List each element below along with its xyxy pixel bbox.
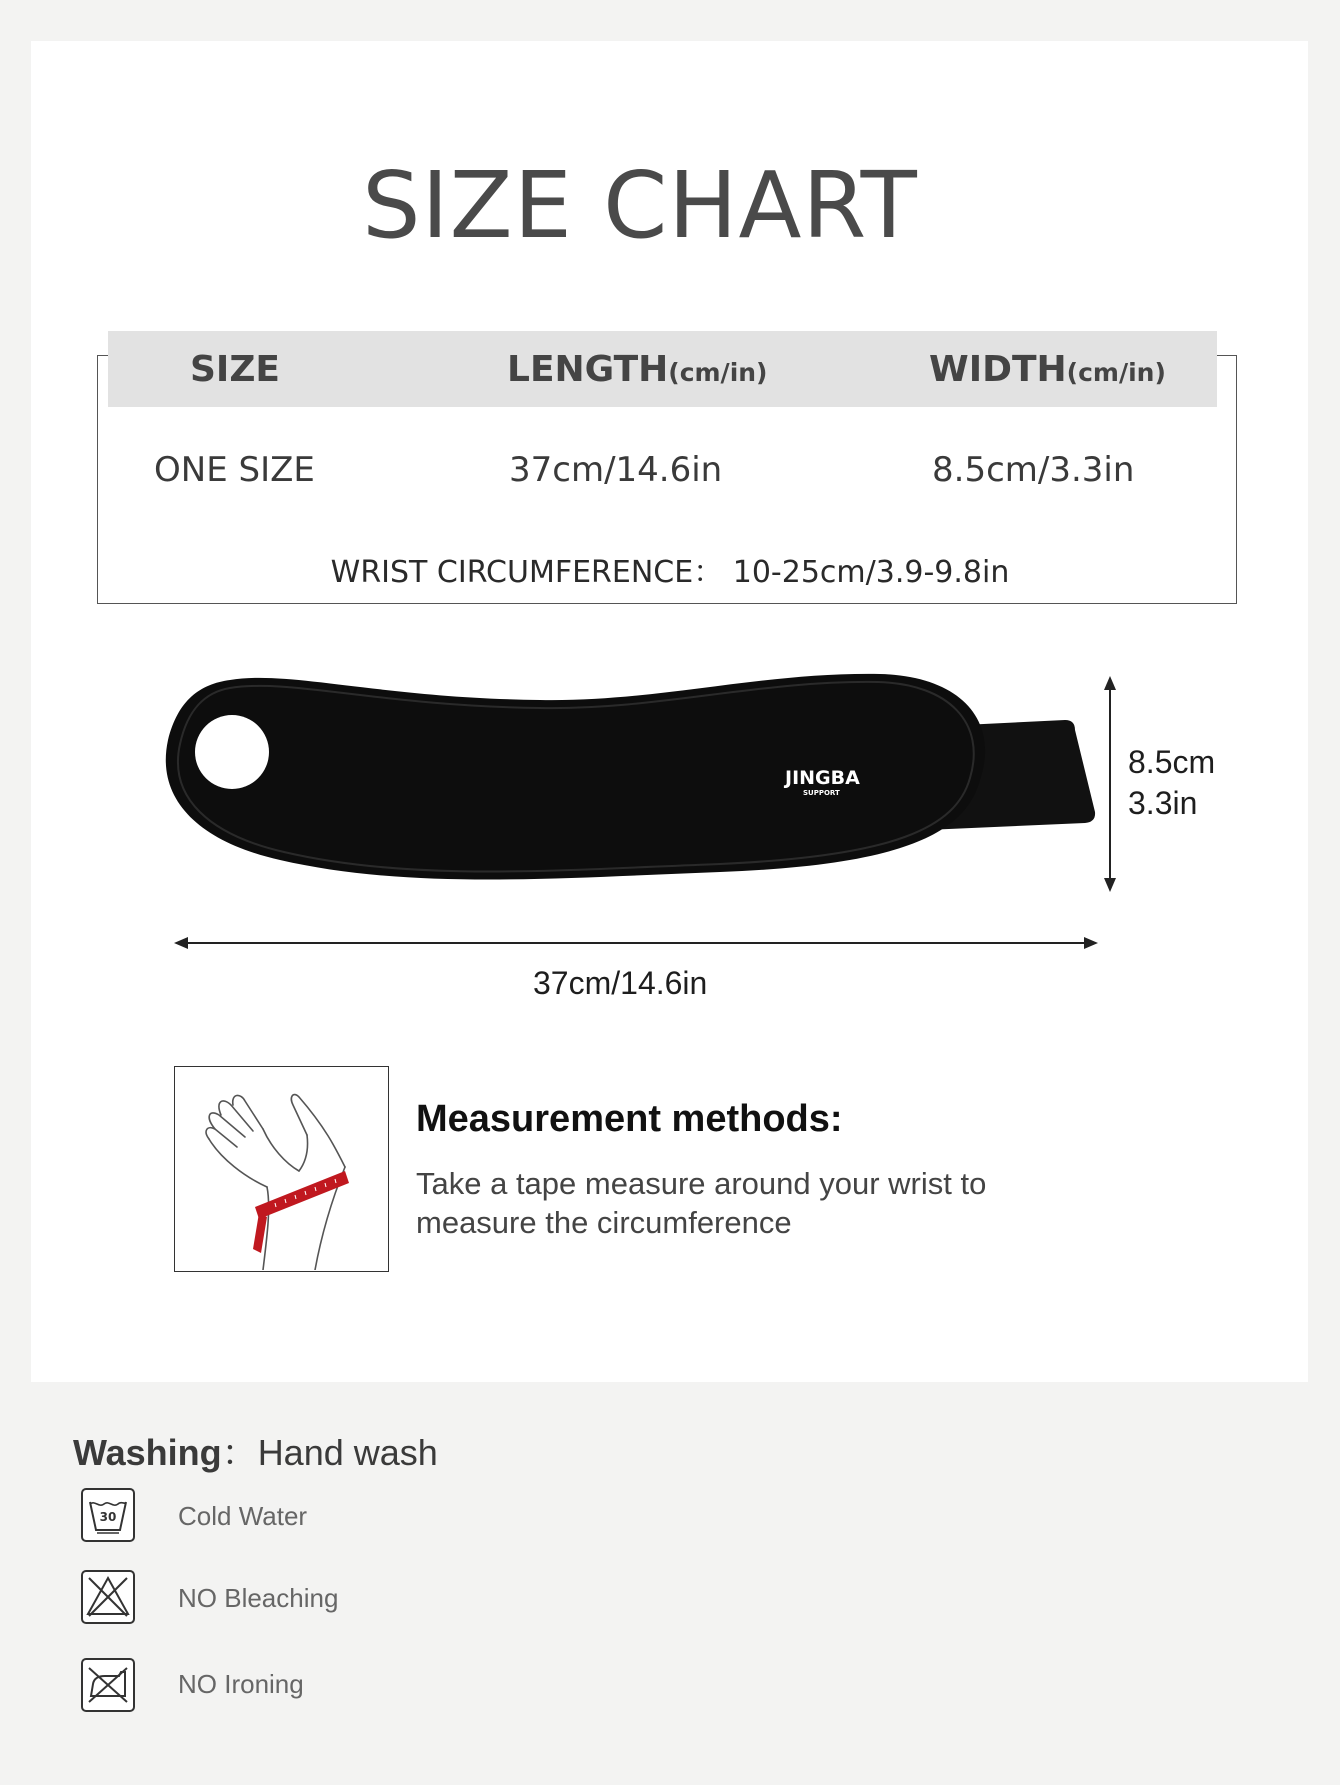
thumb-hole <box>195 715 269 789</box>
page-title: SIZE CHART <box>362 152 918 259</box>
wrist-strap-image <box>160 660 1100 900</box>
brand-logo: JINGBA <box>785 767 860 789</box>
care-label-cold-water: Cold Water <box>178 1501 308 1531</box>
measurement-title: Measurement methods: <box>416 1098 843 1140</box>
cell-length: 37cm/14.6in <box>509 450 723 490</box>
care-label-no-bleaching: NO Bleaching <box>178 1583 339 1613</box>
header-width-unit: (cm/in) <box>1066 358 1166 387</box>
hand-tape-icon <box>175 1067 387 1270</box>
no-iron-icon <box>81 1658 135 1712</box>
width-arrow <box>1100 676 1120 892</box>
length-arrow <box>174 933 1098 953</box>
measurement-illustration <box>174 1066 389 1272</box>
header-length-unit: (cm/in) <box>668 358 768 387</box>
header-size: SIZE <box>190 349 281 390</box>
svg-text:30: 30 <box>99 1510 117 1524</box>
measurement-text: Take a tape measure around your wrist to measure the circumference <box>416 1166 987 1240</box>
brand-sub-logo: SUPPORT <box>803 789 840 797</box>
header-width: WIDTH(cm/in) <box>929 349 1166 390</box>
length-label: 37cm/14.6in <box>533 965 708 1001</box>
washing-title <box>73 1425 438 1476</box>
width-in-label: 3.3in <box>1128 785 1198 821</box>
wrist-circumference: WRIST CIRCUMFERENCE： 10-25cm/3.9-9.8in <box>330 555 1010 590</box>
care-label-no-ironing: NO Ironing <box>178 1669 304 1699</box>
cell-width: 8.5cm/3.3in <box>932 450 1135 490</box>
washing-label: Washing <box>73 1432 222 1473</box>
header-length: LENGTH(cm/in) <box>507 349 768 390</box>
washing-separator: ： <box>221 1432 258 1473</box>
washing-value: Hand wash <box>257 1432 438 1473</box>
wash-30-icon <box>81 1488 135 1542</box>
cell-size: ONE SIZE <box>154 450 315 490</box>
width-cm-label: 8.5cm <box>1128 744 1216 780</box>
no-bleach-icon <box>81 1570 135 1624</box>
